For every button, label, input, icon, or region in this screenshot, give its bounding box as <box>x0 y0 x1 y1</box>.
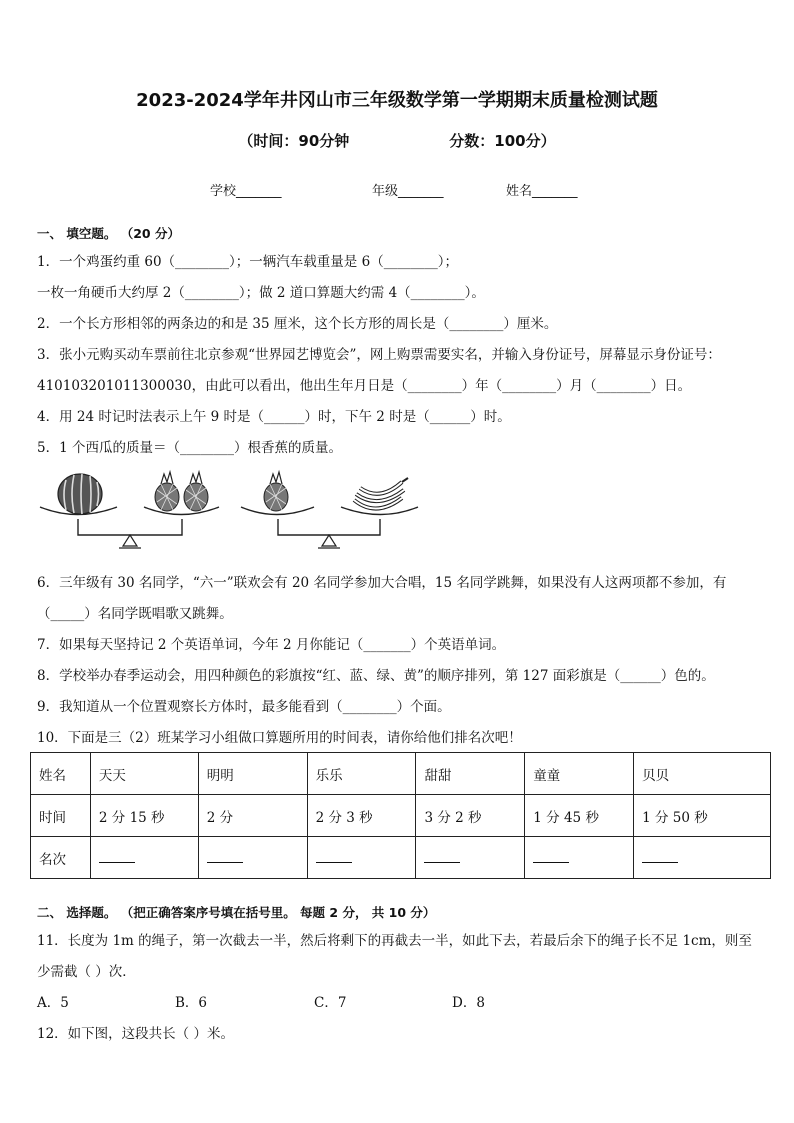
student-name: 贝贝 <box>634 753 771 795</box>
question-11a: 11．长度为 1m 的绳子，第一次截去一半，然后将剩下的再截去一半，如此下去，若最后余下的绳子长不足 1cm，则至 <box>37 933 752 949</box>
question-1a: 1．一个鸡蛋约重 60（________）；一辆汽车载重量是 6（________）； <box>37 254 458 270</box>
question-5: 5．1 个西瓜的质量＝（________）根香蕉的质量。 <box>37 440 342 456</box>
student-time: 2 分 15 秒 <box>90 795 198 837</box>
left-balance-scale <box>40 472 219 548</box>
option-a[interactable]: A．5 <box>37 995 69 1011</box>
exam-score: 分数：100分） <box>449 132 556 150</box>
option-c[interactable]: C．7 <box>314 995 347 1011</box>
rank-blank[interactable] <box>416 837 525 879</box>
question-8: 8．学校举办春季运动会，用四种颜色的彩旗按“红、蓝、绿、黄”的顺序排列，第 127 面彩旗是（______）色的。 <box>37 668 715 684</box>
rank-blank[interactable] <box>198 837 307 879</box>
school-field[interactable]: 学校_______ <box>210 184 282 199</box>
question-9: 9．我知道从一个位置观察长方体时，最多能看到（________）个面。 <box>37 699 451 715</box>
student-name: 童童 <box>525 753 634 795</box>
student-name: 明明 <box>198 753 307 795</box>
table-row <box>31 795 771 837</box>
row-header-rank: 名次 <box>31 837 91 879</box>
question-7: 7．如果每天坚持记 2 个英语单词，今年 2 月你能记（_______）个英语单词。 <box>37 637 506 653</box>
student-time: 2 分 3 秒 <box>307 795 416 837</box>
question-6b: （_____）名同学既唱歌又跳舞。 <box>37 606 233 622</box>
student-time: 1 分 45 秒 <box>525 795 634 837</box>
row-header-name: 姓名 <box>31 753 91 795</box>
rank-blank[interactable] <box>90 837 198 879</box>
student-name: 甜甜 <box>416 753 525 795</box>
option-d[interactable]: D．8 <box>452 995 485 1011</box>
student-time: 1 分 50 秒 <box>634 795 771 837</box>
student-name: 天天 <box>90 753 198 795</box>
question-6a: 6．三年级有 30 名同学，“六一”联欢会有 20 名同学参加大合唱，15 名同学跳舞，如果没有人这两项都不参加，有 <box>37 575 727 591</box>
name-field[interactable]: 姓名_______ <box>506 184 578 199</box>
exam-time: （时间：90分钟 <box>238 132 350 150</box>
pineapple-icon <box>155 472 179 511</box>
balance-scale-figure <box>36 462 436 558</box>
option-b[interactable]: B．6 <box>175 995 208 1011</box>
table-row <box>31 753 771 795</box>
ranking-table <box>30 752 771 879</box>
pineapple-icon <box>264 472 288 511</box>
right-pan <box>144 507 219 515</box>
fulcrum-icon <box>322 535 336 546</box>
rank-blank[interactable] <box>307 837 416 879</box>
row-header-time: 时间 <box>31 795 91 837</box>
section-2-heading: 二、 选择题。 （把正确答案序号填在括号里。 每题 2 分， 共 10 分） <box>37 905 436 920</box>
banana-bunch-icon <box>354 478 408 509</box>
watermelon-icon <box>58 474 102 514</box>
pineapple-icon <box>184 472 208 511</box>
section-1-heading: 一、 填空题。 （20 分） <box>37 226 180 241</box>
rank-blank[interactable] <box>634 837 771 879</box>
question-1b: 一枚一角硬币大约厚 2（________）；做 2 道口算题大约需 4（________）。 <box>37 285 485 301</box>
question-2: 2．一个长方形相邻的两条边的和是 35 厘米，这个长方形的周长是（________）厘米。 <box>37 316 558 332</box>
fulcrum-icon <box>123 535 137 546</box>
student-time: 3 分 2 秒 <box>416 795 525 837</box>
question-3b: 410103201011300030，由此可以看出，他出生年月日是（________）年（________）月（________）日。 <box>37 378 692 394</box>
page-title: 2023-2024学年井冈山市三年级数学第一学期期末质量检测试题 <box>136 90 658 111</box>
exam-meta <box>0 130 794 151</box>
student-time: 2 分 <box>198 795 307 837</box>
question-10: 10．下面是三（2）班某学习小组做口算题所用的时间表，请你给他们排名次吧！ <box>37 730 522 746</box>
right-balance-scale <box>241 472 418 548</box>
table-row <box>31 837 771 879</box>
question-4: 4．用 24 时记时法表示上午 9 时是（______）时，下午 2 时是（______）时。 <box>37 409 511 425</box>
student-name: 乐乐 <box>307 753 416 795</box>
question-11b: 少需截（ ）次． <box>37 964 136 980</box>
rank-blank[interactable] <box>525 837 634 879</box>
grade-field[interactable]: 年级_______ <box>372 184 444 199</box>
question-12: 12．如下图，这段共长（ ）米。 <box>37 1026 234 1042</box>
question-3a: 3．张小元购买动车票前往北京参观“世界园艺博览会”，网上购票需要实名，并输入身份证号，屏幕显示身份证号： <box>37 347 721 363</box>
